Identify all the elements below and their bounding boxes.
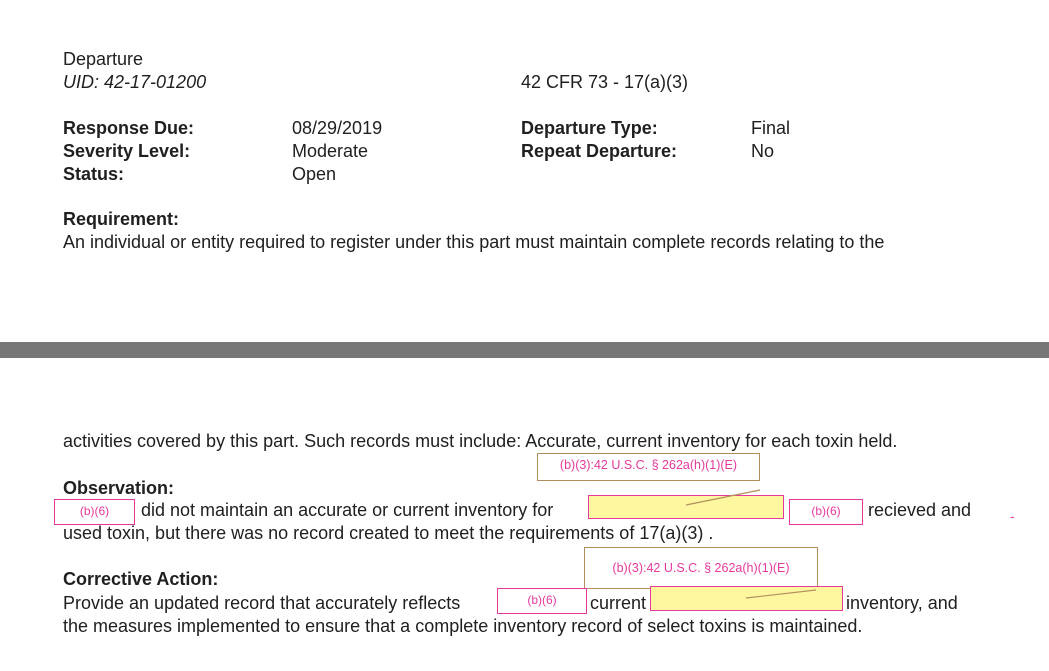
redaction-callout-observation: (b)(3):42 U.S.C. § 262a(h)(1)(E) bbox=[537, 453, 760, 481]
doc-type: Departure bbox=[63, 49, 144, 69]
severity-value: Moderate bbox=[292, 141, 369, 161]
corrective-line-2: the measures implemented to ensure that a complete inventory record of select toxins is maintained. bbox=[63, 616, 863, 636]
status-value: Open bbox=[292, 164, 337, 184]
requirement-line-2: activities covered by this part. Such records must include: Accurate, current inventory for each toxin held. bbox=[63, 431, 898, 451]
status-label: Status: bbox=[63, 164, 125, 184]
requirement-label: Requirement: bbox=[63, 209, 180, 229]
leader-line-observation bbox=[686, 490, 760, 505]
severity-label: Severity Level: bbox=[63, 141, 191, 161]
uid: UID: 42-17-01200 bbox=[63, 72, 207, 92]
redaction-callout-corrective: (b)(3):42 U.S.C. § 262a(h)(1)(E) bbox=[584, 547, 818, 589]
leader-line-corrective bbox=[746, 590, 816, 598]
regulation: 42 CFR 73 - 17(a)(3) bbox=[521, 72, 689, 92]
margin-mark: - bbox=[1010, 508, 1015, 524]
corrective-line-1b: current bbox=[590, 593, 647, 613]
repeat-departure-value: No bbox=[751, 141, 775, 161]
observation-line-2: used toxin, but there was no record created to meet the requirements of 17(a)(3) . bbox=[63, 523, 714, 543]
requirement-line-1: An individual or entity required to register under this part must maintain complete records relating to the bbox=[63, 232, 885, 252]
response-due-value: 08/29/2019 bbox=[292, 118, 383, 138]
redaction-b6-observation-1: (b)(6) bbox=[54, 499, 135, 525]
departure-type-value: Final bbox=[751, 118, 791, 138]
corrective-line-1a: Provide an updated record that accurately reflects bbox=[63, 593, 461, 613]
repeat-departure-label: Repeat Departure: bbox=[521, 141, 678, 161]
observation-line-1b: recieved and bbox=[868, 500, 972, 520]
observation-line-1a: did not maintain an accurate or current inventory for bbox=[141, 500, 554, 520]
redaction-b6-corrective: (b)(6) bbox=[497, 588, 587, 614]
corrective-line-1c: inventory, and bbox=[846, 593, 958, 613]
observation-label: Observation: bbox=[63, 478, 175, 498]
corrective-action-label: Corrective Action: bbox=[63, 569, 219, 589]
departure-type-label: Departure Type: bbox=[521, 118, 658, 138]
response-due-label: Response Due: bbox=[63, 118, 195, 138]
redaction-b6-observation-2: (b)(6) bbox=[789, 499, 863, 525]
